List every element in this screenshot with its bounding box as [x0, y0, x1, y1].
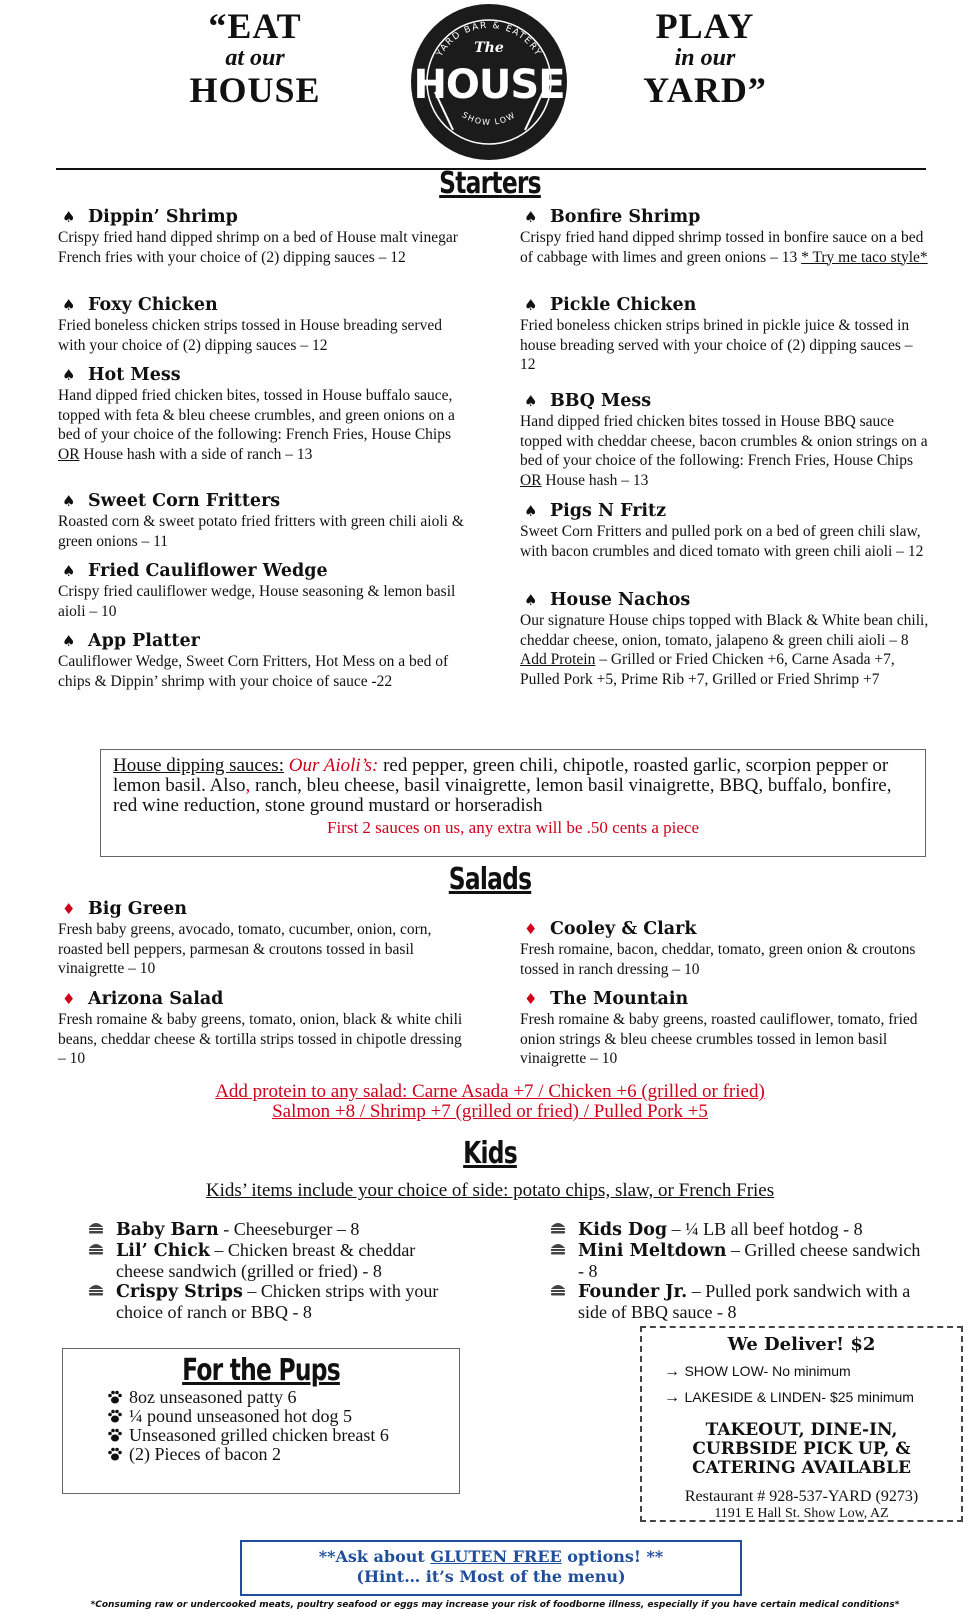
item-name: Sweet Corn Fritters [88, 491, 281, 511]
item-name: Bonfire Shrimp [550, 207, 701, 227]
sauces-comma: , [245, 775, 251, 796]
spade-icon: ♠ [62, 296, 76, 314]
gluten-line1 [242, 1547, 740, 1567]
item-desc: Fresh baby greens, avocado, tomato, cucumber, onion, corn, roasted bell peppers, parmesan & croutons tossed in basil vinaigrette – 10 [58, 921, 432, 977]
starter-dippin-shrimp [58, 206, 468, 267]
item-name: Arizona Salad [88, 989, 224, 1009]
item-desc: Sweet Corn Fritters and pulled pork on a bed of green chili slaw, with bacon crumbles and diced tomato with green chili aioli – 12 [520, 523, 924, 560]
delivery-title: We Deliver! $2 [727, 1334, 876, 1355]
or-text: OR [58, 445, 80, 463]
kids-item-desc: – Grilled cheese sandwich - 8 [578, 1240, 921, 1281]
slogan-right-line1: PLAY [655, 6, 755, 46]
pups-item-text: Unseasoned grilled chicken breast 6 [129, 1425, 389, 1445]
dipping-sauces-box [100, 749, 926, 857]
slogan-left-line2: at our [225, 45, 285, 71]
item-name: Fried Cauliflower Wedge [88, 561, 328, 581]
pups-item [63, 1426, 459, 1445]
logo-the: The [474, 40, 504, 56]
starter-pickle-chicken [520, 294, 930, 375]
add-protein [520, 650, 930, 689]
or-text: OR [520, 471, 542, 489]
kids-right-list [548, 1219, 928, 1322]
item-name: Foxy Chicken [88, 295, 218, 315]
house-logo [405, 0, 573, 165]
sauces-text [113, 756, 913, 816]
delivery-box [640, 1326, 963, 1522]
kids-founder-jr [548, 1281, 928, 1322]
kids-item-desc: – Pulled pork sandwich with a side of BBQ sauce - 8 [578, 1281, 911, 1322]
kids-item-name: Mini Meltdown [578, 1241, 727, 1261]
gluten-free-label: GLUTEN FREE [430, 1547, 562, 1566]
pups-item-text: ¼ pound unseasoned hot dog 5 [129, 1406, 352, 1426]
spade-icon: ♠ [62, 366, 76, 384]
kids-item-name: Founder Jr. [578, 1282, 688, 1302]
taco-note: * Try me taco style* [801, 248, 928, 266]
kids-item-desc: – Chicken strips with your choice of ranch or BBQ - 8 [116, 1281, 439, 1322]
sauces-text-a: red pepper, green chili, chipotle, roasted garlic, scorpion pepper or lemon basil. Also [113, 755, 889, 796]
item-desc [520, 228, 930, 267]
salad-big-green [58, 898, 468, 979]
services-line: CURBSIDE PICK UP, & [692, 1439, 911, 1459]
gluten-free-box [240, 1540, 742, 1596]
slogan-right-line3: YARD” [643, 70, 767, 110]
gluten-text-c: options! ** [561, 1547, 664, 1566]
services-line: CATERING AVAILABLE [692, 1458, 911, 1478]
kids-item-desc: - Cheeseburger – 8 [218, 1219, 360, 1239]
item-desc: Roasted corn & sweet potato fried fritters with green chili aioli & green onions – 11 [58, 513, 464, 550]
gluten-line2: (Hint… it’s Most of the menu) [356, 1567, 626, 1586]
starter-bonfire-shrimp [520, 206, 930, 267]
desc-part: House hash – 13 [541, 471, 649, 489]
pups-box [62, 1348, 460, 1494]
kids-left-list [86, 1219, 466, 1322]
desc-part: Hand dipped fried chicken bites tossed in House BBQ sauce topped with cheddar cheese, bacon crumbles & onion strings on a bed of your choice of the following: French Fries, House Chips [520, 413, 928, 469]
kids-kids-dog [548, 1219, 928, 1240]
item-name: App Platter [88, 631, 200, 651]
item-desc: Fried boneless chicken strips tossed in House breading served with your choice of (2) dipping sauces – 12 [58, 317, 442, 354]
starter-bbq-mess [520, 390, 930, 490]
pups-item-text: 8oz unseasoned patty 6 [129, 1387, 297, 1407]
desc-part: Hand dipped fried chicken bites, tossed in House buffalo sauce, topped with feta & bleu cheese crumbles, and green onions on a bed of your choice of the following: French Fries, House Chips [58, 387, 455, 443]
item-name: Big Green [88, 899, 187, 919]
burger-icon [88, 1283, 104, 1296]
item-desc: Cauliflower Wedge, Sweet Corn Fritters, Hot Mess on a bed of chips & Dippin’ shrimp with your choice of sauce -22 [58, 653, 449, 690]
diamond-icon: ♦ [524, 920, 538, 938]
spade-icon: ♠ [524, 591, 538, 609]
kids-item-desc: – ¼ LB all beef hotdog - 8 [667, 1219, 863, 1239]
burger-icon [550, 1242, 566, 1255]
item-desc: Our signature House chips topped with Black & White bean chili, cheddar cheese, onion, tomato, jalapeno & green chili aioli – 8 [520, 612, 929, 649]
item-name: BBQ Mess [550, 391, 652, 411]
item-desc: Crispy fried cauliflower wedge, House seasoning & lemon basil aioli – 10 [58, 583, 456, 620]
sauces-label: House dipping sauces: [113, 755, 284, 776]
aioli-label: Our Aioli’s: [288, 755, 379, 776]
spade-icon: ♠ [62, 562, 76, 580]
restaurant-address: 1191 E Hall St. Show Low, AZ [714, 1506, 889, 1521]
logo-arc-top: YARD BAR & EATERY [435, 20, 543, 59]
add-protein-text: – Grilled or Fried Chicken +6, Carne Asada +7, Pulled Pork +5, Prime Rib +7, Grilled or Fried Shrimp +7 [520, 651, 895, 688]
arrow-right-icon: → [664, 1389, 685, 1406]
item-name: Pickle Chicken [550, 295, 697, 315]
slogan-left-line1: “EAT [208, 6, 302, 46]
burger-icon [550, 1221, 566, 1234]
services [642, 1421, 961, 1478]
restaurant-phone: Restaurant # 928-537-YARD (9273) [684, 1488, 919, 1505]
item-desc: Crispy fried hand dipped shrimp on a bed of House malt vinegar French fries with your choice of (2) dipping sauces – 12 [58, 229, 458, 266]
spade-icon: ♠ [62, 492, 76, 510]
salad-arizona [58, 988, 468, 1069]
kids-baby-barn [86, 1219, 466, 1240]
gluten-text-a: **Ask about [318, 1547, 431, 1566]
slogan-left-line3: HOUSE [189, 70, 321, 110]
kids-lil-chick [86, 1240, 466, 1281]
item-name: Pigs N Fritz [550, 501, 667, 521]
item-name: Dippin’ Shrimp [88, 207, 238, 227]
delivery-zone-text: SHOW LOW- No minimum [684, 1363, 851, 1379]
spade-icon: ♠ [524, 392, 538, 410]
salad-protein-line1: Add protein to any salad: Carne Asada +7 / Chicken +6 (grilled or fried) [215, 1081, 765, 1102]
sauces-text-b: ranch, bleu cheese, basil vinaigrette, lemon basil vinaigrette, BBQ, buffalo, bonfire, red wine reduction, stone ground mustard or horseradish [113, 775, 892, 816]
pups-item [63, 1445, 459, 1464]
pups-item [63, 1388, 459, 1407]
burger-icon [88, 1242, 104, 1255]
desc-part: House hash with a side of ranch – 13 [79, 445, 313, 463]
starter-fried-cauliflower-wedge [58, 560, 468, 621]
diamond-icon: ♦ [524, 990, 538, 1008]
spade-icon: ♠ [524, 502, 538, 520]
pups-item [63, 1407, 459, 1426]
item-name: The Mountain [550, 989, 689, 1009]
logo-arc-bottom: SHOW LOW [460, 110, 518, 127]
paw-icon [107, 1427, 123, 1443]
salad-protein-line2: Salmon +8 / Shrimp +7 (grilled or fried) / Pulled Pork +5 [272, 1101, 708, 1122]
salad-cooley-clark [520, 918, 930, 979]
services-line: TAKEOUT, DINE-IN, [705, 1420, 898, 1440]
starter-app-platter [58, 630, 468, 691]
paw-icon [107, 1408, 123, 1424]
kids-item-name: Baby Barn [116, 1220, 219, 1240]
kids-mini-meltdown [548, 1240, 928, 1281]
item-desc: Fresh romaine & baby greens, tomato, onion, black & white chili beans, cheddar cheese & tortilla strips tossed in chipotle dressing – 10 [58, 1011, 463, 1067]
kids-subtitle: Kids’ items include your choice of side: potato chips, slaw, or French Fries [205, 1180, 775, 1201]
item-desc: Fresh romaine, bacon, cheddar, tomato, green onion & croutons tossed in ranch dressing – 10 [520, 941, 916, 978]
starter-foxy-chicken [58, 294, 468, 355]
delivery-zone-text: LAKESIDE & LINDEN- $25 minimum [684, 1389, 914, 1405]
burger-icon [550, 1283, 566, 1296]
item-name: Hot Mess [88, 365, 181, 385]
diamond-icon: ♦ [62, 990, 76, 1008]
paw-icon [107, 1389, 123, 1405]
item-name: House Nachos [550, 590, 691, 610]
kids-item-name: Crispy Strips [116, 1282, 243, 1302]
pups-title: For the Pups [182, 1353, 340, 1388]
delivery-zone [642, 1363, 961, 1381]
item-name: Cooley & Clark [550, 919, 697, 939]
paw-icon [107, 1446, 123, 1462]
starter-pigs-n-fritz [520, 500, 930, 561]
delivery-zone [642, 1389, 961, 1407]
sauces-note: First 2 sauces on us, any extra will be .50 cents a piece [326, 818, 699, 837]
logo-name: HOUSE [413, 62, 565, 108]
pups-item-text: (2) Pieces of bacon 2 [129, 1444, 281, 1464]
burger-icon [88, 1221, 104, 1234]
spade-icon: ♠ [524, 296, 538, 314]
slogan-left [175, 8, 335, 108]
kids-item-name: Kids Dog [578, 1220, 668, 1240]
item-desc: Fresh romaine & baby greens, roasted cauliflower, tomato, fried onion strings & bleu cheese crumbles tossed in lemon basil vinaigrette – 10 [520, 1011, 918, 1067]
slogan-right [625, 8, 785, 108]
spade-icon: ♠ [62, 632, 76, 650]
arrow-right-icon: → [664, 1363, 685, 1380]
slogan-right-line2: in our [674, 45, 736, 71]
kids-title: Kids [463, 1136, 517, 1171]
spade-icon: ♠ [62, 208, 76, 226]
item-desc: Fried boneless chicken strips brined in pickle juice & tossed in house breading served with your choice of (2) dipping sauces – 12 [520, 317, 913, 373]
desc-part: Crispy fried hand dipped shrimp tossed in bonfire sauce on a bed of cabbage with limes and green onions – 13 [520, 229, 924, 266]
add-protein-label: Add Protein [520, 651, 596, 668]
diamond-icon: ♦ [62, 900, 76, 918]
kids-item-desc: – Chicken breast & cheddar cheese sandwich (grilled or fried) - 8 [116, 1240, 416, 1281]
kids-item-name: Lil’ Chick [116, 1241, 210, 1261]
salads-title: Salads [448, 862, 532, 897]
salad-the-mountain [520, 988, 930, 1069]
starter-house-nachos [520, 589, 930, 689]
starter-sweet-corn-fritters [58, 490, 468, 551]
starter-hot-mess [58, 364, 468, 464]
spade-icon: ♠ [524, 208, 538, 226]
item-desc [58, 386, 468, 464]
kids-crispy-strips [86, 1281, 466, 1322]
food-safety-disclaimer: *Consuming raw or undercooked meats, poultry seafood or eggs may increase your risk of foodborne illness, especially if you have certain medical conditions* [90, 1600, 900, 1610]
item-desc [520, 412, 930, 490]
starters-title: Starters [439, 166, 541, 201]
